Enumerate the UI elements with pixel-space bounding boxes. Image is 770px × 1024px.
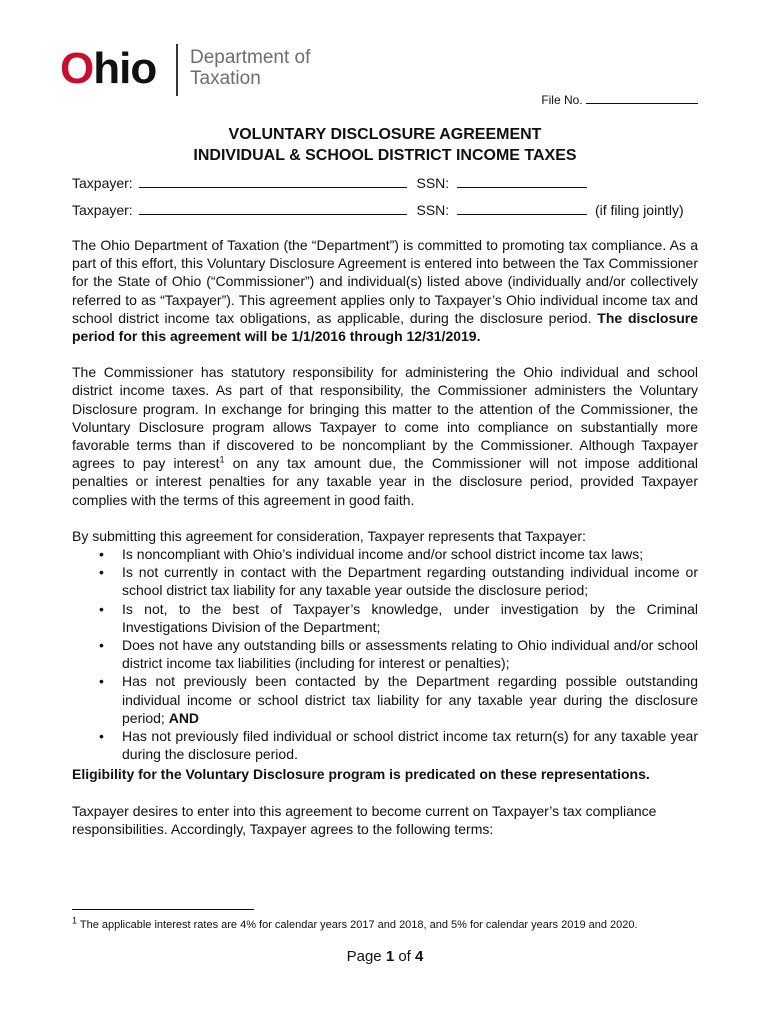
document-title [0, 124, 770, 166]
list-item: • Is noncompliant with Ohio’s individual income and/or school district income tax laws; [122, 545, 698, 563]
paragraph-terms-intro: Taxpayer desires to enter into this agreement to become current on Taxpayer’s tax compliance responsibilities. Accordingly, Taxpayer agrees to the following terms: [72, 802, 657, 837]
page-prefix: Page [346, 948, 382, 965]
representations-list [72, 545, 698, 763]
page-of: of [398, 948, 411, 965]
ohio-logo-word [60, 44, 156, 94]
file-number-field [541, 92, 698, 107]
footnote-text: The applicable interest rates are 4% for calendar years 2017 and 2018, and 5% for calendar years 2019 and 2020. [79, 919, 638, 931]
logo-o-letter: O [60, 44, 94, 93]
file-no-blank[interactable] [586, 92, 698, 104]
taxpayer-row-1 [72, 174, 587, 191]
list-item: • Has not previously filed individual or school district income tax return(s) for any taxable year during the disclosure period. [122, 727, 698, 763]
ssn-blank[interactable] [457, 174, 587, 188]
list-item: • Is not, to the best of Taxpayer’s knowledge, under investigation by the Criminal Investigations Division of the Department; [122, 600, 698, 636]
list-item: • Does not have any outstanding bills or assessments relating to Ohio individual and/or school district income tax liabilities (including for interest or penalties); [122, 636, 698, 672]
disclosure-period-text: The disclosure period for this agreement will be 1/1/2016 through 12/31/2019. [72, 309, 699, 345]
page-number [0, 948, 770, 965]
representations-intro: By submitting this agreement for consideration, Taxpayer represents that Taxpayer: [72, 527, 586, 544]
title-line1: VOLUNTARY DISCLOSURE AGREEMENT [228, 126, 542, 143]
taxpayer-row-2 [72, 201, 684, 218]
intro-text: The Ohio Department of Taxation (the “Department”) is committed to promoting tax compliance. As a part of this effort, this Voluntary Disclosure Agreement is entered into between the Tax Commissioner for the State of Ohio (“Commissioner”) and individual(s) listed above (individually and/or collectively referred to as “Taxpayer”). This agreement applies only to Taxpayer’s Ohio individual income tax and school district income tax obligations, as applicable, during the disclosure period. [72, 237, 698, 326]
eligibility-statement: Eligibility for the Voluntary Disclosure program is predicated on these representations. [72, 766, 650, 783]
logo-dept-line1: Department of [190, 47, 311, 68]
list-item-text: Has not previously been contacted by the Department regarding possible outstanding individual income or school district tax liability for any taxable year during the disclosure period; [122, 673, 698, 726]
footnote-mark: 1 [72, 915, 78, 926]
taxpayer-label: Taxpayer: [72, 175, 133, 191]
page-total: 4 [415, 948, 424, 965]
logo-hio-letters: hio [93, 44, 157, 93]
list-item [122, 672, 698, 727]
paragraph-commissioner [72, 363, 698, 509]
footnote [72, 915, 700, 933]
footnote-reference: 1 [219, 454, 225, 465]
logo-department-text [190, 47, 310, 89]
joint-filing-note: (if filing jointly) [594, 202, 684, 218]
commissioner-text-b: on any tax amount due, the Commissioner will not impose additional penalties or interest penalties for any taxable year in the disclosure period, provided Taxpayer complies with the terms of this agreement in good faith. [72, 455, 698, 508]
taxpayer-name-blank[interactable] [139, 174, 407, 188]
paragraph-intro [72, 236, 698, 345]
page-current: 1 [385, 948, 395, 965]
agreement-body [72, 236, 698, 856]
ssn-label: SSN: [416, 175, 450, 191]
taxpayer-name-blank[interactable] [139, 201, 407, 215]
file-no-label: File No. [541, 93, 583, 107]
logo-dept-line2: Taxation [190, 68, 261, 89]
and-emphasis: AND [168, 709, 200, 726]
commissioner-text-a: The Commissioner has statutory responsibility for administering the Ohio individual and school district income taxes. As part of that responsibility, the Commissioner administers the Voluntary Disclosure program. In exchange for bringing this matter to the attention of the Commissioner, the Voluntary Disclosure program allows Taxpayer to come into compliance on substantially more favorable terms than if discovered to be noncompliant by the Commissioner. Although Taxpayer agrees to pay interest [72, 364, 698, 472]
list-item: • Is not currently in contact with the Department regarding outstanding individual income or school district tax liability for any taxable year outside the disclosure period; [122, 563, 698, 599]
title-line2: INDIVIDUAL & SCHOOL DISTRICT INCOME TAXES [193, 147, 577, 164]
logo-divider [176, 44, 178, 96]
footnote-divider [72, 909, 254, 910]
taxpayer-label: Taxpayer: [72, 202, 133, 218]
ssn-label: SSN: [416, 202, 450, 218]
ssn-blank[interactable] [457, 201, 587, 215]
